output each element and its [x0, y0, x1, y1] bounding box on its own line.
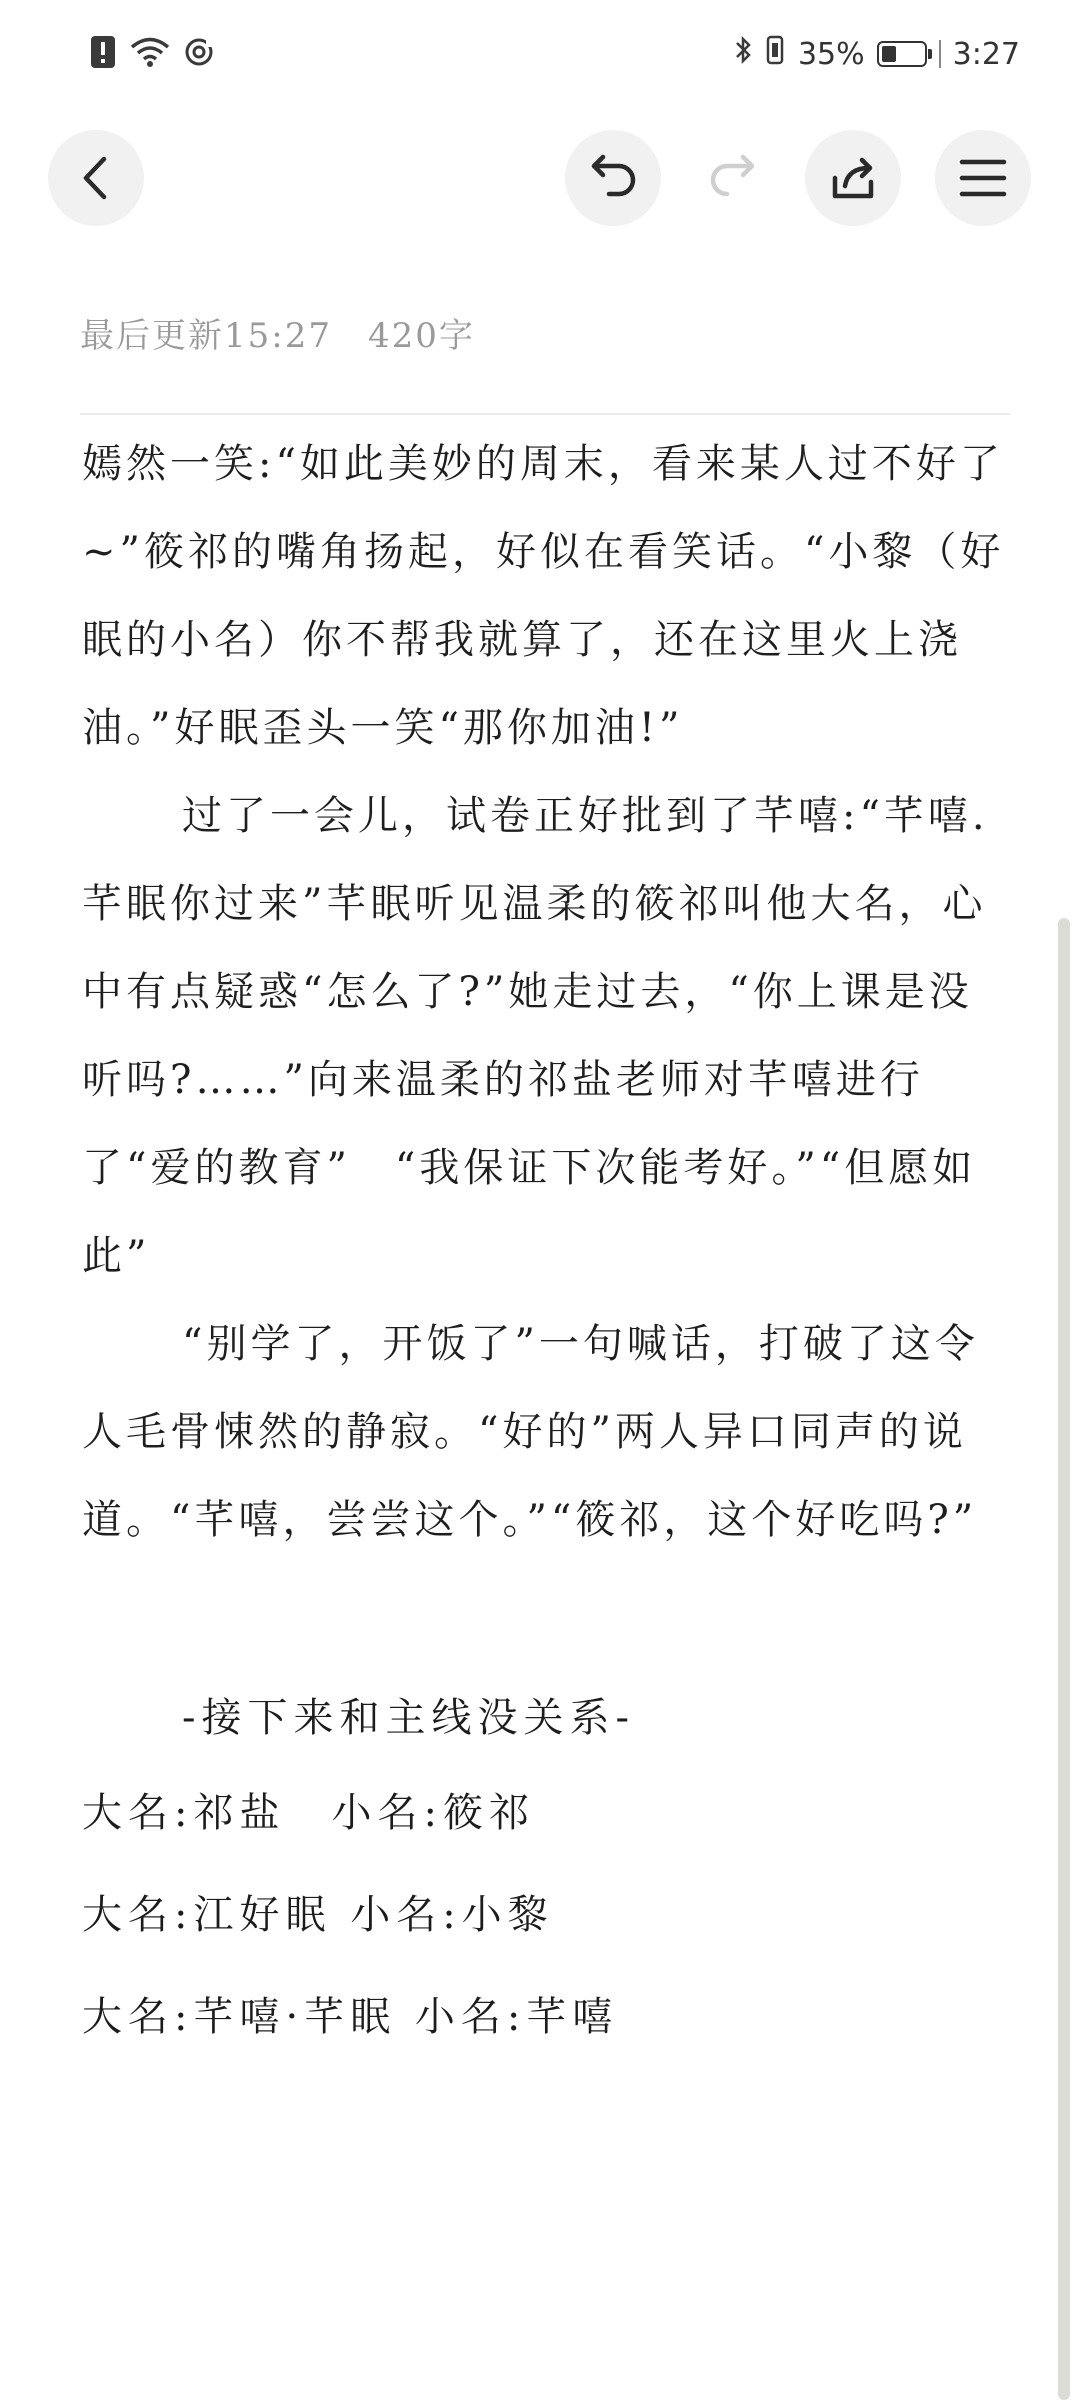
- status-time: 3:27: [952, 36, 1020, 72]
- hotspot-icon: [184, 37, 214, 71]
- status-icons-right: [734, 34, 1020, 74]
- redo-icon: [705, 152, 761, 204]
- character-name-line: 大名:江好眠 小名:小黎: [82, 1892, 554, 1938]
- note-meta: [80, 308, 475, 357]
- wifi-icon: [130, 36, 170, 72]
- battery-percent: 35%: [797, 36, 865, 72]
- character-name-line: 大名:芊嘻·芊眠 小名:芊嘻: [82, 1994, 619, 2040]
- undo-button[interactable]: [565, 130, 661, 226]
- undo-icon: [585, 152, 641, 204]
- section-divider-text: -接下来和主线没关系-: [182, 1695, 636, 1741]
- header-divider: [80, 413, 1010, 415]
- back-arrow-icon: [76, 153, 116, 203]
- blank-space: [82, 1564, 1012, 1674]
- word-count: 420字: [367, 316, 475, 356]
- paragraph: 嫣然一笑:“如此美妙的周末，看来某人过不好了~”筱祁的嘴角扬起，好似在看笑话。“小黎（好眠的小名）你不帮我就算了，还在这里火上浇油。”好眠歪头一笑“那你加油!”: [82, 441, 1005, 751]
- menu-button[interactable]: [935, 130, 1031, 226]
- vibrate-icon: [764, 34, 786, 74]
- back-button[interactable]: [48, 130, 144, 226]
- battery-icon: [877, 41, 927, 67]
- menu-icon: [958, 156, 1008, 200]
- battery-level: [882, 46, 896, 62]
- note-body[interactable]: [82, 420, 1012, 2068]
- scrollbar[interactable]: [1058, 918, 1070, 2400]
- character-name-line: 大名:祁盐 小名:筱祁: [82, 1790, 535, 1836]
- notification-icon: [90, 35, 116, 73]
- last-updated: 最后更新15:27: [80, 316, 332, 356]
- share-icon: [825, 152, 881, 204]
- bluetooth-icon: [734, 35, 752, 73]
- editor-toolbar: [0, 130, 1080, 230]
- status-separator: [939, 40, 941, 68]
- share-button[interactable]: [805, 130, 901, 226]
- status-bar: [0, 0, 1080, 108]
- redo-button[interactable]: [685, 130, 781, 226]
- status-icons-left: [90, 34, 214, 74]
- paragraph: 过了一会儿，试卷正好批到了芊嘻:“芊嘻.芊眠你过来”芊眠听见温柔的筱祁叫他大名，心中有点疑惑“怎么了?”她走过去，“你上课是没听吗?……”向来温柔的祁盐老师对芊嘻进行了“爱的教育” “我保证下次能考好。”“但愿如此”: [82, 793, 989, 1279]
- paragraph: “别学了，开饭了”一句喊话，打破了这令人毛骨悚然的静寂。“好的”两人异口同声的说道。“芊嘻，尝尝这个。”“筱祁，这个好吃吗?”: [82, 1321, 979, 1543]
